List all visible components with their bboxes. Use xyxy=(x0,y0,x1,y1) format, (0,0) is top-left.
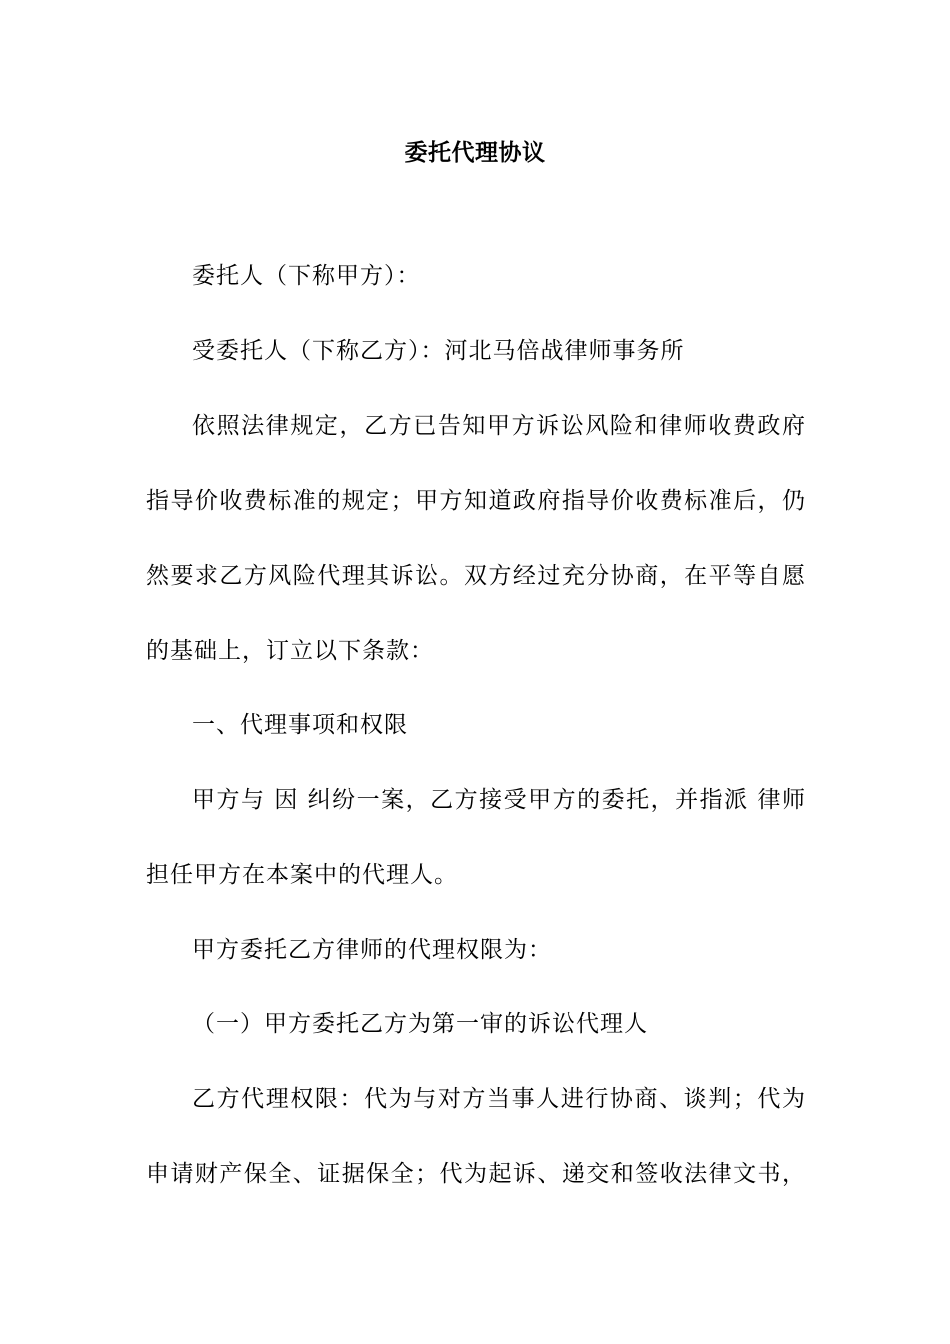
section-heading: 一、代理事项和权限 xyxy=(192,712,408,738)
paragraph-line: 申请财产保全、证据保全；代为起诉、递交和签收法律文书， xyxy=(146,1161,806,1187)
paragraph-line: 甲方委托乙方律师的代理权限为： xyxy=(192,937,552,963)
paragraph-line: 然要求乙方风险代理其诉讼。双方经过充分协商，在平等自愿 xyxy=(146,563,806,589)
paragraph-line: 甲方与 因 纠纷一案，乙方接受甲方的委托，并指派 律师 xyxy=(192,787,806,813)
paragraph-line: 乙方代理权限：代为与对方当事人进行协商、谈判；代为 xyxy=(192,1086,806,1112)
paragraph-line: 指导价收费标准的规定；甲方知道政府指导价收费标准后，仍 xyxy=(146,488,806,514)
subsection-heading: （一）甲方委托乙方为第一审的诉讼代理人 xyxy=(192,1011,648,1037)
paragraph-line: 依照法律规定，乙方已告知甲方诉讼风险和律师收费政府 xyxy=(192,413,806,439)
paragraph-line: 的基础上，订立以下条款： xyxy=(146,638,434,664)
paragraph-line: 担任甲方在本案中的代理人。 xyxy=(146,862,458,888)
document-title: 委托代理协议 xyxy=(404,139,546,166)
principal-line: 委托人（下称甲方）： xyxy=(192,263,421,289)
agent-line: 受委托人（下称乙方）：河北马倍战律师事务所 xyxy=(192,338,685,364)
